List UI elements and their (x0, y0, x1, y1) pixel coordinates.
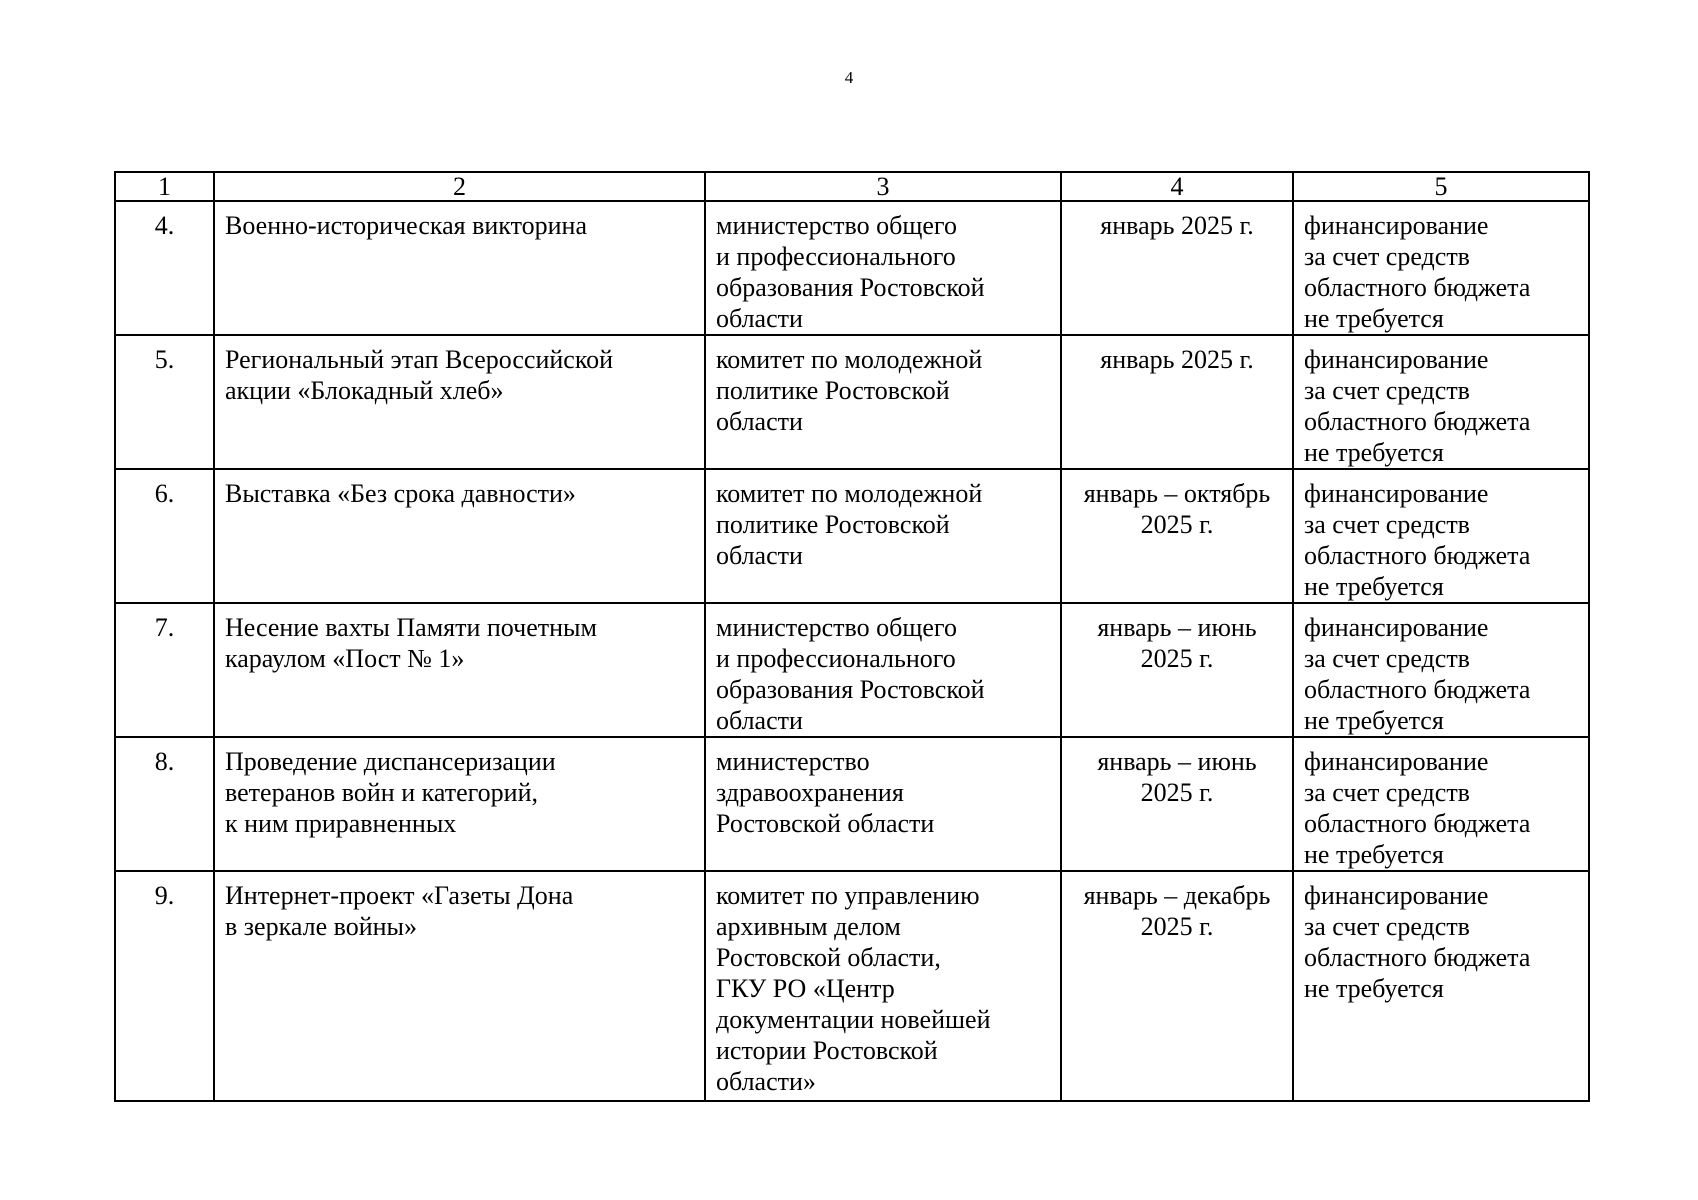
date-cell (1061, 201, 1293, 335)
executor-cell (705, 737, 1061, 871)
executor-cell-line: документации новейшей (716, 1005, 991, 1034)
date-cell-line: январь 2025 г. (1100, 211, 1254, 240)
event-name-cell-line: Несение вахты Памяти почетным (225, 613, 597, 642)
funding-cell-line: за счет средств (1304, 242, 1470, 271)
executor-cell-line: области (716, 541, 803, 570)
row-number-cell: 8. (115, 737, 214, 871)
executor-cell-line: здравоохранения (716, 778, 904, 807)
event-name-cell-line: акции «Блокадный хлеб» (225, 376, 504, 405)
executor-cell (705, 603, 1061, 737)
funding-cell (1293, 603, 1589, 737)
executor-cell-line: комитет по управлению (716, 881, 980, 910)
executor-cell (705, 335, 1061, 469)
funding-cell-line: не требуется (1304, 572, 1444, 601)
funding-cell (1293, 737, 1589, 871)
funding-cell-line: финансирование (1304, 479, 1489, 508)
funding-cell-line: областного бюджета (1304, 809, 1531, 838)
column-number-4: 4 (1061, 172, 1293, 201)
executor-cell-line: комитет по молодежной (716, 345, 983, 374)
funding-cell-line: не требуется (1304, 840, 1444, 869)
executor-cell-line: области (716, 304, 803, 333)
funding-cell-line: финансирование (1304, 747, 1489, 776)
funding-cell-line: не требуется (1304, 974, 1444, 1003)
event-name-cell (214, 737, 705, 871)
date-cell (1061, 737, 1293, 871)
table-row (115, 737, 1589, 871)
date-cell (1061, 871, 1293, 1101)
column-number-row (115, 172, 1589, 201)
executor-cell (705, 201, 1061, 335)
column-number-5: 5 (1293, 172, 1589, 201)
column-number-3: 3 (705, 172, 1061, 201)
executor-cell-line: области (716, 706, 803, 735)
executor-cell-line: комитет по молодежной (716, 479, 983, 508)
funding-cell-line: областного бюджета (1304, 675, 1531, 704)
executor-cell (705, 871, 1061, 1101)
executor-cell-line: и профессионального (716, 242, 956, 271)
event-name-cell (214, 201, 705, 335)
executor-cell-line: политике Ростовской (716, 510, 950, 539)
funding-cell-line: за счет средств (1304, 912, 1470, 941)
date-cell-line: январь – июнь (1097, 747, 1257, 776)
executor-cell-line: области» (716, 1067, 816, 1096)
executor-cell-line: истории Ростовской (716, 1036, 938, 1065)
funding-cell-line: областного бюджета (1304, 943, 1531, 972)
page-number: 4 (844, 68, 854, 87)
date-cell-line: январь – июнь (1097, 613, 1257, 642)
executor-cell-line: министерство общего (716, 613, 957, 642)
funding-cell-line: финансирование (1304, 881, 1489, 910)
funding-cell-line: не требуется (1304, 304, 1444, 333)
date-cell (1061, 335, 1293, 469)
event-name-cell-line: в зеркале войны» (225, 912, 418, 941)
executor-cell-line: ГКУ РО «Центр (716, 974, 895, 1003)
row-number-cell: 9. (115, 871, 214, 1101)
executor-cell-line: министерство (716, 747, 870, 776)
row-number-cell: 6. (115, 469, 214, 603)
funding-cell-line: за счет средств (1304, 510, 1470, 539)
executor-cell-line: архивным делом (716, 912, 901, 941)
event-name-cell-line: Выставка «Без срока давности» (225, 479, 576, 508)
row-number-cell: 4. (115, 201, 214, 335)
executor-cell-line: министерство общего (716, 211, 957, 240)
event-name-cell-line: Интернет-проект «Газеты Дона (225, 881, 574, 910)
executor-cell-line: области (716, 407, 803, 436)
funding-cell (1293, 335, 1589, 469)
executor-cell (705, 469, 1061, 603)
table-row (115, 603, 1589, 737)
funding-cell-line: за счет средств (1304, 778, 1470, 807)
funding-cell-line: за счет средств (1304, 376, 1470, 405)
row-number-cell: 7. (115, 603, 214, 737)
event-name-cell-line: Региональный этап Всероссийской (225, 345, 614, 374)
date-cell-line: январь – декабрь (1083, 881, 1271, 910)
event-name-cell (214, 469, 705, 603)
funding-cell-line: областного бюджета (1304, 273, 1531, 302)
date-cell-line: 2025 г. (1140, 912, 1214, 941)
executor-cell-line: политике Ростовской (716, 376, 950, 405)
funding-cell-line: не требуется (1304, 706, 1444, 735)
column-number-2: 2 (214, 172, 705, 201)
date-cell (1061, 603, 1293, 737)
event-name-cell (214, 335, 705, 469)
column-number-1: 1 (115, 172, 214, 201)
funding-cell (1293, 469, 1589, 603)
date-cell-line: 2025 г. (1140, 644, 1214, 673)
event-name-cell-line: Проведение диспансеризации (225, 747, 556, 776)
table-row (115, 201, 1589, 335)
executor-cell-line: образования Ростовской (716, 273, 985, 302)
date-cell-line: 2025 г. (1140, 510, 1214, 539)
executor-cell-line: Ростовской области, (716, 943, 941, 972)
funding-cell-line: за счет средств (1304, 644, 1470, 673)
executor-cell-line: и профессионального (716, 644, 956, 673)
event-name-cell-line: караулом «Пост № 1» (225, 644, 465, 673)
executor-cell-line: Ростовской области (716, 809, 935, 838)
event-name-cell-line: к ним приравненных (225, 809, 457, 838)
funding-cell-line: не требуется (1304, 438, 1444, 467)
funding-cell (1293, 201, 1589, 335)
table-row (115, 871, 1589, 1101)
date-cell-line: январь – октябрь (1083, 479, 1271, 508)
table-row (115, 469, 1589, 603)
table-row (115, 335, 1589, 469)
funding-cell-line: областного бюджета (1304, 541, 1531, 570)
event-name-cell-line: Военно-историческая викторина (225, 211, 587, 240)
date-cell-line: 2025 г. (1140, 778, 1214, 807)
executor-cell-line: образования Ростовской (716, 675, 985, 704)
date-cell-line: январь 2025 г. (1100, 345, 1254, 374)
funding-cell (1293, 871, 1589, 1101)
event-name-cell-line: ветеранов войн и категорий, (225, 778, 538, 807)
funding-cell-line: финансирование (1304, 613, 1489, 642)
event-name-cell (214, 603, 705, 737)
funding-cell-line: финансирование (1304, 211, 1489, 240)
row-number-cell: 5. (115, 335, 214, 469)
funding-cell-line: финансирование (1304, 345, 1489, 374)
events-table (114, 171, 1590, 1102)
event-name-cell (214, 871, 705, 1101)
funding-cell-line: областного бюджета (1304, 407, 1531, 436)
date-cell (1061, 469, 1293, 603)
